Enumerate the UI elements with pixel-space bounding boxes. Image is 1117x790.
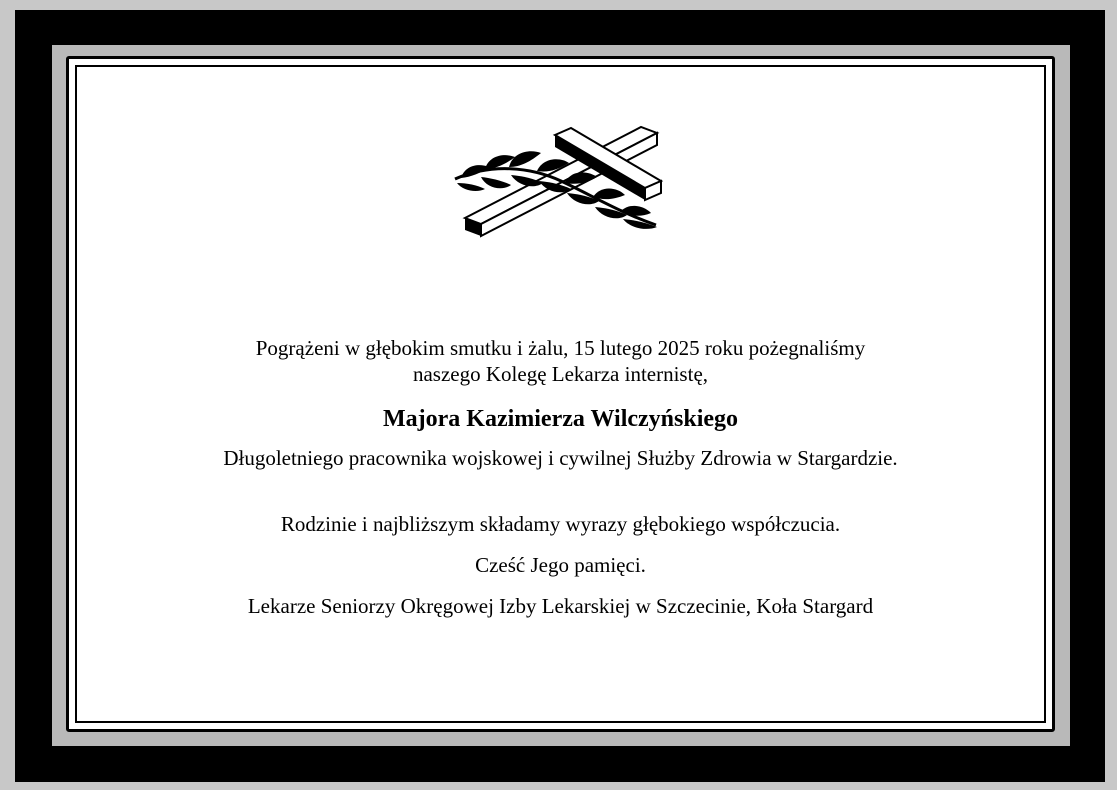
intro-line-1: Pogrążeni w głębokim smutku i żalu, 15 lutego 2025 roku pożegnaliśmy <box>255 336 866 360</box>
condolences-line: Rodzinie i najbliższym składamy wyrazy głębokiego współczucia. <box>280 512 841 536</box>
role-line: Długoletniego pracownika wojskowej i cywilnej Służby Zdrowia w Stargardzie. <box>223 446 898 470</box>
honor-line: Cześć Jego pamięci. <box>475 553 646 577</box>
obituary-text <box>69 335 1052 619</box>
intro-line-2: naszego Kolegę Lekarza internistę, <box>412 362 709 386</box>
signature-line: Lekarze Seniorzy Okręgowej Izby Lekarskiej w Szczecinie, Koła Stargard <box>247 594 874 618</box>
obituary-card <box>66 56 1055 732</box>
cross-with-palm-branch-icon <box>451 123 673 239</box>
deceased-name: Majora Kazimierza Wilczyńskiego <box>382 406 739 432</box>
